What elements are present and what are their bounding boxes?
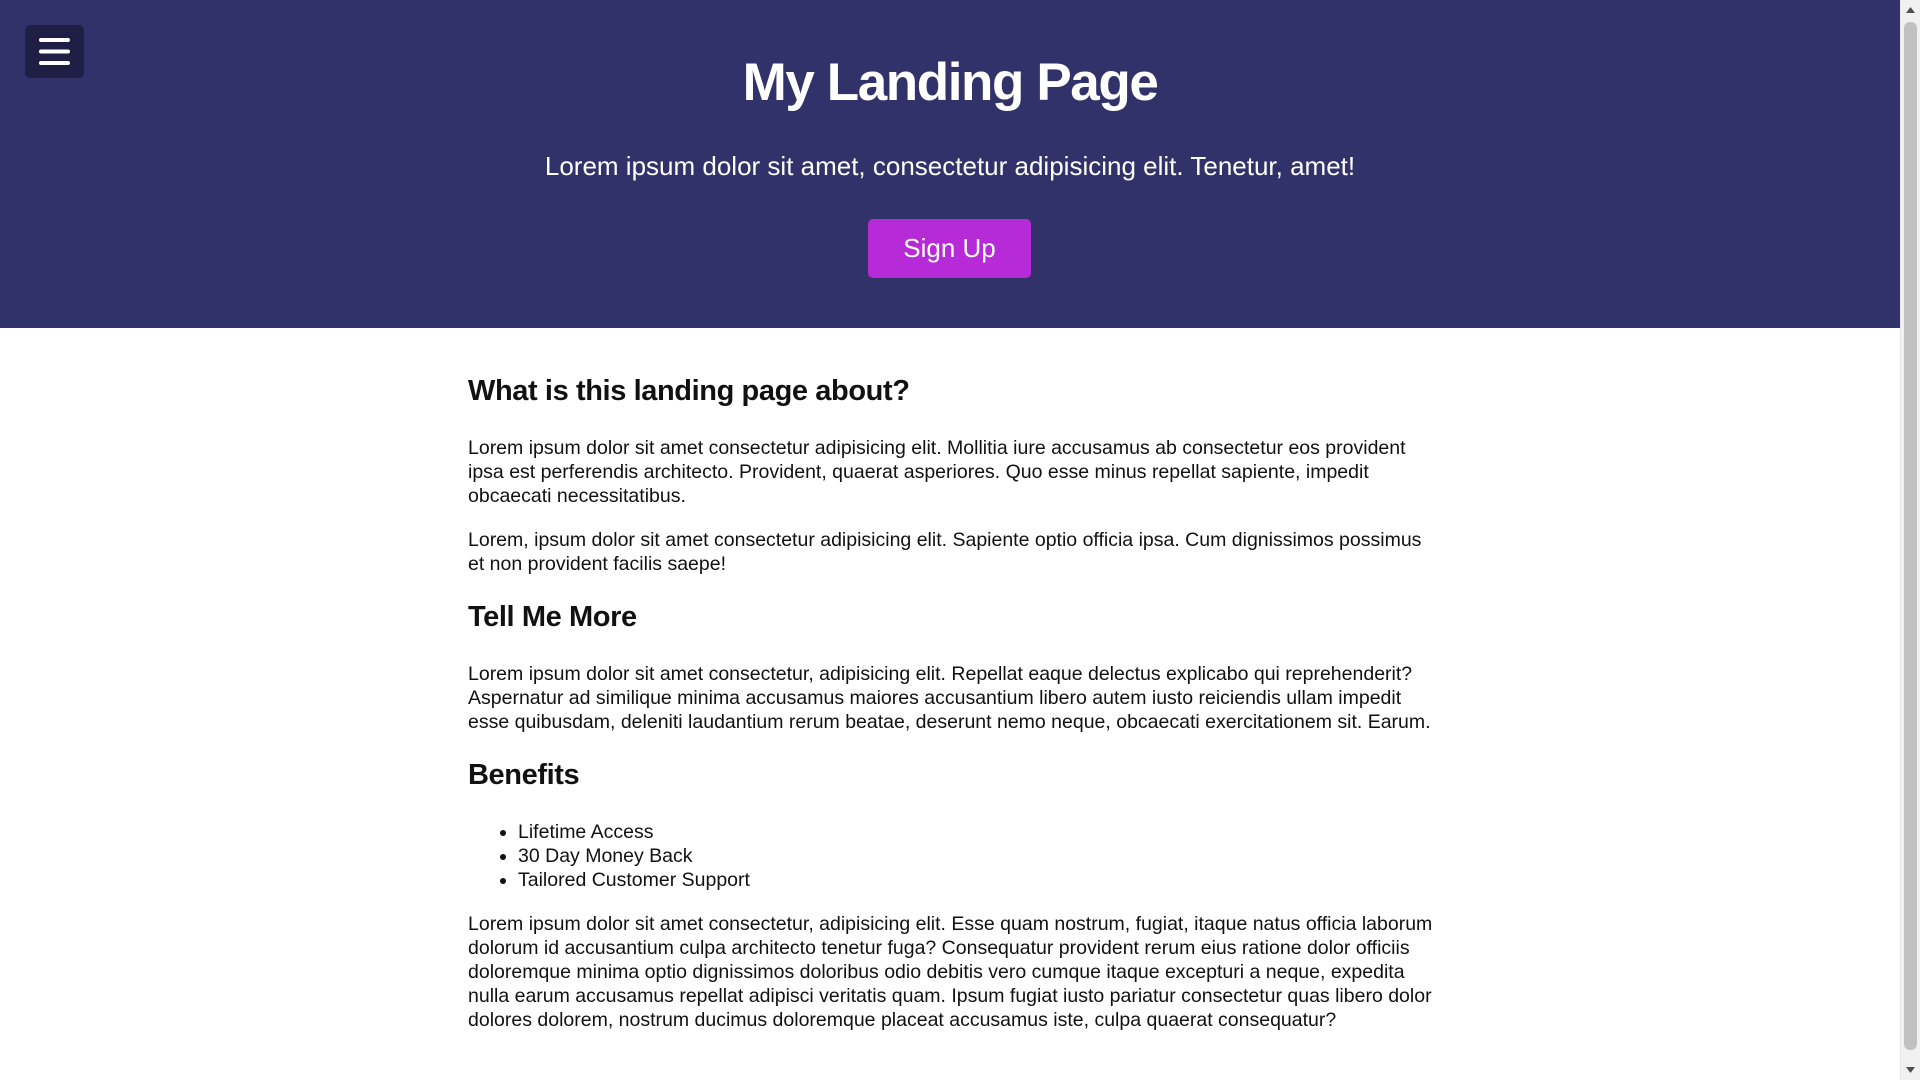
scroll-up-button[interactable]	[1901, 0, 1920, 20]
benefits-paragraph: Lorem ipsum dolor sit amet consectetur, adipisicing elit. Esse quam nostrum, fugiat, itaque natus officia laborum dolorum id accusantium culpa architecto tenetur fuga? Consequatur provident rerum eius ratione dolor officiis doloremque minima optio dignissimos doloribus odio debitis vero cumque itaque excepturi a neque, expedita nulla earum accusamus repellat adipisci veritatis quam. Ipsum fugiat iusto pariatur consectetur quas libero dolor dolores dolorem, nostrum ducimus doloremque placeat accusamus iste, culpa quaerat consequatur?	[468, 913, 1433, 1031]
tell-me-more-section	[468, 596, 1434, 734]
about-section	[468, 370, 1434, 576]
tell-me-more-paragraph: Lorem ipsum dolor sit amet consectetur, adipisicing elit. Repellat eaque delectus explicabo qui reprehenderit? Aspernatur ad similique minima accusamus maiores accusantium libero autem iusto reiciendis ullam impedit esse quibusdam, deleniti laudantium rerum beatae, deserunt nemo neque, obcaecati exercitationem sit. Earum.	[468, 663, 1431, 733]
hero-subtitle: Lorem ipsum dolor sit amet, consectetur adipisicing elit. Tenetur, amet!	[544, 151, 1356, 181]
benefits-section	[468, 754, 1434, 1032]
benefits-heading: Benefits	[468, 759, 580, 791]
sign-up-button[interactable]: Sign Up	[868, 219, 1031, 278]
about-heading: What is this landing page about?	[468, 375, 910, 407]
page-title: My Landing Page	[742, 53, 1158, 112]
benefit-item-customer-support: • Tailored Customer Support	[518, 868, 1434, 892]
benefit-item-lifetime-access: • Lifetime Access	[518, 820, 1434, 844]
scroll-up-arrow-icon	[1906, 7, 1915, 13]
tell-me-more-heading: Tell Me More	[468, 601, 637, 633]
about-paragraph-1: Lorem ipsum dolor sit amet consectetur adipisicing elit. Mollitia iure accusamus ab consectetur eos provident ipsa est perferendis architecto. Provident, quaerat asperiores. Quo esse minus repellat sapiente, impedit obcaecati necessitatibus.	[468, 437, 1406, 507]
scrollbar-thumb[interactable]	[1904, 22, 1917, 1050]
main-content	[468, 370, 1434, 1052]
scroll-down-arrow-icon	[1906, 1067, 1915, 1073]
hero-section	[0, 0, 1900, 328]
benefit-item-money-back: • 30 Day Money Back	[518, 844, 1434, 868]
about-paragraph-2: Lorem, ipsum dolor sit amet consectetur adipisicing elit. Sapiente optio officia ipsa. Cum dignissimos possimus et non provident facilis saepe!	[468, 529, 1422, 575]
scroll-down-button[interactable]	[1901, 1060, 1920, 1080]
vertical-scrollbar[interactable]	[1900, 0, 1920, 1080]
benefits-list	[468, 820, 1434, 892]
